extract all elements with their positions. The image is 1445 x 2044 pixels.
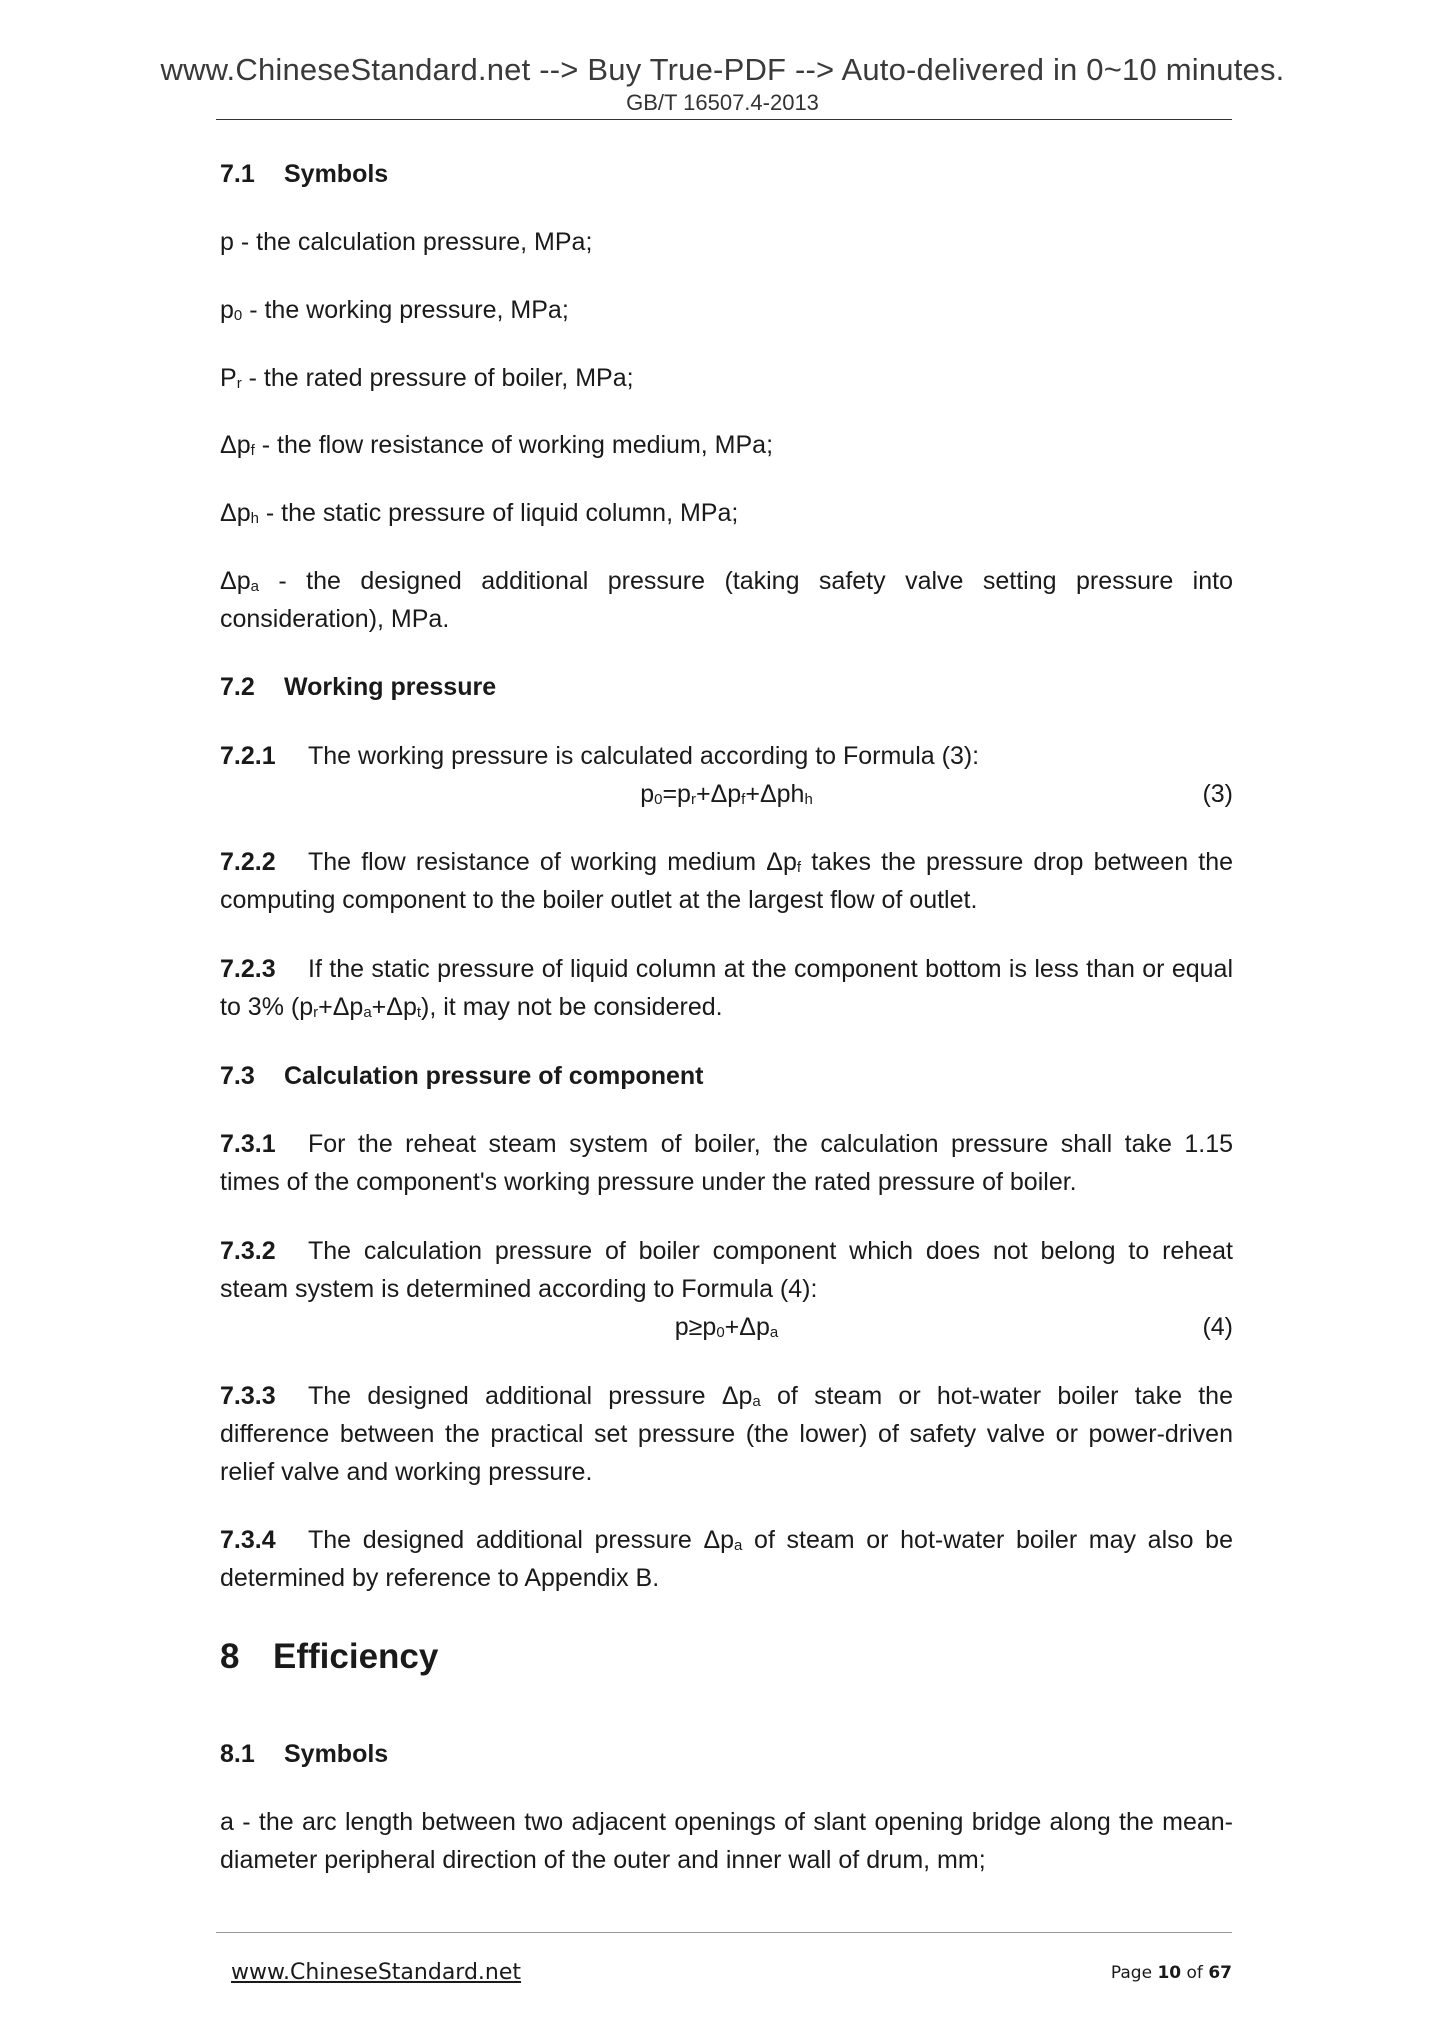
formula-4: [220, 1308, 1233, 1346]
section-number: 7.1: [220, 160, 255, 188]
symbol-dpa: [220, 562, 1233, 638]
symbol-base: Δp: [220, 567, 251, 595]
clause-7-3-3: [220, 1377, 1233, 1491]
clause-body: [220, 1232, 1233, 1308]
section-title: Working pressure: [284, 673, 497, 701]
header-banner[interactable]: www.ChineseStandard.net --> Buy True-PDF --> Auto-delivered in 0~10 minutes.: [160, 52, 1285, 87]
section-number: 7.2: [220, 673, 255, 701]
symbol-p: p - the calculation pressure, MPa;: [220, 228, 593, 256]
of-label: of: [1181, 1963, 1209, 1983]
clause-text: The calculation pressure of boiler component which does not belong to reheat steam system is determined according to Formula (4):: [220, 1237, 1233, 1303]
formula-expression: $p\ge p_0+\Delta p_a$: [674, 1313, 779, 1341]
clause-7-3-1: [220, 1125, 1233, 1201]
clause-7-2-3: [220, 950, 1233, 1026]
symbol-base: p: [220, 296, 234, 324]
page-number: 10: [1157, 1963, 1182, 1983]
text-subscript: t: [416, 1004, 422, 1021]
standard-number: GB/T 16507.4-2013: [626, 90, 819, 115]
clause-text: If the static pressure of liquid column at the component bottom is less than or equal to 3% (p: [220, 955, 1233, 1021]
section-title: Symbols: [284, 160, 389, 188]
symbol-a: a - the arc length between two adjacent openings of slant opening bridge along the mean-diameter peripheral direction of the outer and inner wall of drum, mm;: [220, 1808, 1233, 1874]
formula-number: (3): [1202, 780, 1233, 808]
clause-number: 7.3.1: [220, 1130, 276, 1158]
symbol-description: - the designed additional pressure (taking safety valve setting pressure into consideration), MPa.: [220, 567, 1233, 633]
clause-text: The flow resistance of working medium Δp: [308, 848, 797, 876]
page-label: Page: [1110, 1963, 1158, 1983]
formula-expression: $p_0=p_r+\Delta p_f+\Delta ph_h$: [640, 780, 813, 808]
symbol-p0: [220, 291, 1233, 329]
clause-7-3-4: [220, 1521, 1233, 1597]
text-subscript: a: [734, 1537, 743, 1554]
clause-number: 7.2.3: [220, 955, 276, 983]
symbol-subscript: 0: [233, 307, 243, 324]
heading-7-1: [220, 155, 1233, 193]
section-number: 8.1: [220, 1740, 255, 1768]
text-subscript: r: [313, 1004, 319, 1021]
symbol-dph: [220, 494, 1233, 532]
page-total: 67: [1208, 1963, 1232, 1983]
clause-number: 7.3.4: [220, 1526, 276, 1554]
symbol-description: - the static pressure of liquid column, MPa;: [258, 499, 739, 527]
text-subscript: f: [796, 859, 802, 876]
symbol-pr: [220, 359, 1233, 397]
clause-text: The designed additional pressure Δp: [308, 1526, 735, 1554]
clause-text: The working pressure is calculated according to Formula (3):: [308, 742, 980, 770]
clause-7-2-1: [220, 737, 1233, 813]
symbol-base: P: [220, 364, 237, 392]
chapter-title: Efficiency: [273, 1637, 439, 1676]
clause-text: ), it may not be considered.: [421, 993, 723, 1021]
symbol-description: - the flow resistance of working medium, MPa;: [254, 431, 774, 459]
clause-number: 7.3.3: [220, 1382, 276, 1410]
symbol-subscript: f: [250, 442, 255, 459]
section-title: Calculation pressure of component: [284, 1062, 704, 1090]
section-number: 7.3: [220, 1062, 255, 1090]
clause-text: takes the pressure drop between the computing component to the boiler outlet at the largest flow of outlet.: [220, 848, 1233, 914]
header-rule: [216, 119, 1232, 120]
clause-number: 7.2.1: [220, 742, 276, 770]
clause-7-2-2: [220, 843, 1233, 919]
heading-8-1: [220, 1735, 1233, 1773]
footer-rule: [216, 1932, 1232, 1933]
formula-3: [220, 775, 1233, 813]
heading-7-2: [220, 668, 1233, 706]
symbol-subscript: h: [250, 510, 259, 527]
symbol-description: - the working pressure, MPa;: [242, 296, 569, 324]
clause-number: 7.3.2: [220, 1237, 276, 1265]
text-subscript: a: [752, 1393, 761, 1410]
symbol-subscript: a: [250, 578, 259, 595]
footer-site-link[interactable]: www.ChineseStandard.net: [231, 1960, 522, 1985]
clause-text: of steam or hot-water boiler take the difference between the practical set pressure (the lower) of safety valve or power-driven relief valve and working pressure.: [220, 1382, 1233, 1486]
page-indicator: [1111, 1963, 1232, 1983]
symbol-base: Δp: [220, 431, 251, 459]
clause-text: of steam or hot-water boiler may also be determined by reference to Appendix B.: [220, 1526, 1233, 1592]
clause-text: +Δp: [371, 993, 417, 1021]
clause-7-3-2: [220, 1232, 1233, 1346]
section-title: Symbols: [284, 1740, 389, 1768]
symbol-description: - the rated pressure of boiler, MPa;: [241, 364, 634, 392]
clause-text: The designed additional pressure Δp: [308, 1382, 753, 1410]
chapter-number: 8: [220, 1637, 240, 1676]
text-subscript: a: [363, 1004, 372, 1021]
heading-8: [220, 1638, 1233, 1676]
symbol-subscript: r: [236, 375, 242, 392]
clause-text: For the reheat steam system of boiler, the calculation pressure shall take 1.15 times of the component's working pressure under the rated pressure of boiler.: [220, 1130, 1233, 1196]
clause-number: 7.2.2: [220, 848, 276, 876]
clause-text: +Δp: [318, 993, 364, 1021]
symbol-base: Δp: [220, 499, 251, 527]
formula-number: (4): [1202, 1313, 1233, 1341]
heading-7-3: [220, 1057, 1233, 1095]
symbol-dpf: [220, 426, 1233, 464]
